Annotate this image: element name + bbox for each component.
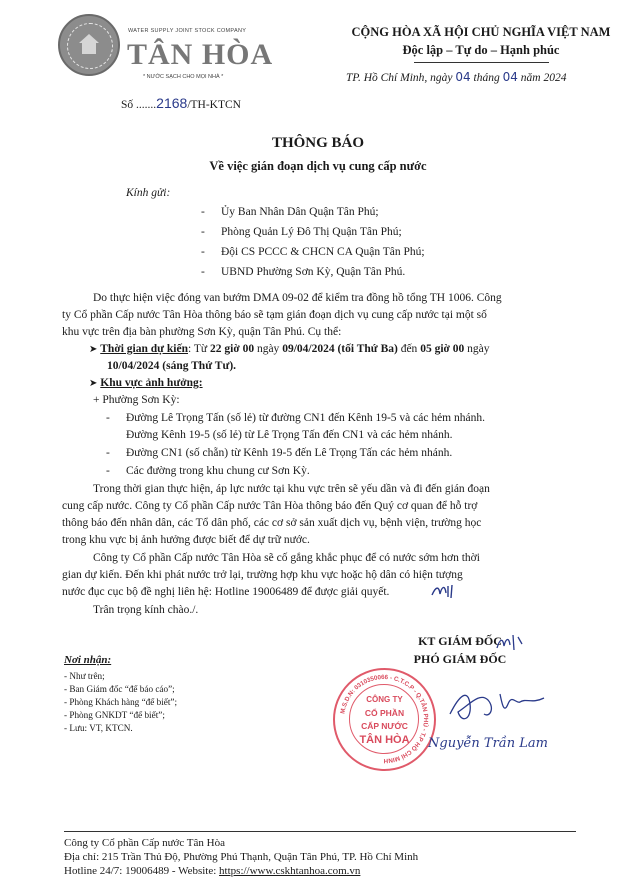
document-title: THÔNG BÁO xyxy=(271,135,365,151)
paragraph-line: cung cấp nước. Công ty Cổ phần Cấp nước Tân Hòa thông báo đến Quý cơ quan để hỗ trợ xyxy=(62,500,478,512)
company-seal-stamp: M.S.D.N: 0310350066 - C.T.C.P - Q.TÂN PHÚ - T.P HỒ CHÍ MINH CÔNG TY CỔ PHẦN CẤP NƯỚC TÂN HÒA xyxy=(333,668,436,771)
footer-address: Địa chỉ: 215 Trần Thủ Độ, Phường Phú Thạnh, Quận Tân Phú, TP. Hồ Chí Minh xyxy=(64,851,419,863)
recipient-item: - Phòng Quản Lý Đô Thị Quận Tân Phú; xyxy=(201,226,402,238)
recipient-item: - UBND Phường Sơn Kỳ, Quận Tân Phú. xyxy=(201,266,406,278)
area-heading: ➤ Khu vực ảnh hưởng: xyxy=(89,377,203,389)
svg-text:M.S.D.N: 0310350066 - C.T.C.P: M.S.D.N: 0310350066 - C.T.C.P - Q.TÂN PHÚ - T.P HỒ CHÍ MINH xyxy=(339,673,430,765)
recipients-box-title: Nơi nhận: xyxy=(64,654,112,666)
handwritten-signature xyxy=(440,674,560,739)
motto-underline xyxy=(414,62,549,63)
street-item: - Đường CN1 (số chẵn) từ Kênh 19-5 đến Lê Trọng Tấn các hẻm nhánh. xyxy=(106,447,453,459)
document-date: TP. Hồ Chí Minh, ngày 04 tháng 04 năm 2024 xyxy=(346,70,567,84)
paragraph-line: Trong thời gian thực hiện, áp lực nước tại khu vực trên sẽ yếu dần và đi đến gián đoạn xyxy=(93,483,490,495)
paragraph-line: nước đục cục bộ đề nghị liên hệ: Hotline 19006489 để được giải quyết. xyxy=(62,586,390,598)
street-item: - Các đường trong khu chung cư Sơn Kỳ. xyxy=(106,465,310,477)
signature-title-2: PHÓ GIÁM ĐỐC xyxy=(413,652,507,666)
footer-divider xyxy=(64,831,576,832)
document-subtitle: Về việc gián đoạn dịch vụ cung cấp nước xyxy=(209,159,427,173)
website-link[interactable]: https://www.cskhtanhoa.com.vn xyxy=(219,865,361,877)
paragraph-line: Công ty Cổ phần Cấp nước Tân Hòa sẽ cố gắng khắc phục để có nước sớm hơn thời xyxy=(93,552,480,564)
document-number: Số .......2168/TH-KTCN xyxy=(121,95,241,111)
national-motto: Độc lập – Tự do – Hạnh phúc xyxy=(402,43,560,57)
recipients-box-item: - Phòng Khách hàng “để biết”; xyxy=(64,697,178,707)
recipient-item: - Ủy Ban Nhân Dân Quận Tân Phú; xyxy=(201,206,379,218)
footer-contact: Hotline 24/7: 19006489 - Website: https://www.cskhtanhoa.com.vn xyxy=(64,865,361,877)
initial-mark xyxy=(430,582,458,605)
recipient-item: - Đội CS PCCC & CHCN CA Quận Tân Phú; xyxy=(201,246,425,258)
paragraph-line: thông báo đến nhân dân, các Tổ dân phố, các cơ sở sản xuất dịch vụ, bệnh viện, trường học xyxy=(62,517,482,529)
signature-title-1: KT GIÁM ĐỐC xyxy=(418,634,502,648)
logo-slogan: * NƯỚC SẠCH CHO MỌI NHÀ * xyxy=(143,74,224,80)
logo-company-name: TÂN HÒA xyxy=(127,38,274,71)
recipients-box-item: - Ban Giám đốc “để báo cáo”; xyxy=(64,684,175,694)
greeting: Kính gửi: xyxy=(126,187,171,199)
national-name: CỘNG HÒA XÃ HỘI CHỦ NGHĨA VIỆT NAM xyxy=(351,25,611,39)
intro-line: ty Cổ phần Cấp nước Tân Hòa thông báo sẽ tạm gián đoạn dịch vụ cung cấp nước tại một số xyxy=(62,309,487,321)
document-number-handwritten: 2168 xyxy=(156,95,188,111)
arrow-bullet-icon: ➤ xyxy=(89,344,98,355)
company-logo-emblem xyxy=(58,14,120,76)
ward-heading: + Phường Sơn Kỳ: xyxy=(93,394,180,406)
time-end-date: 10/04/2024 (sáng Thứ Tư). xyxy=(107,360,237,372)
time-line: ➤ Thời gian dự kiến: Từ 22 giờ 00 ngày 09/04/2024 (tối Thứ Ba) đến 05 giờ 00 ngày xyxy=(89,343,490,355)
street-item-continuation: Đường Kênh 19-5 (số lẻ) từ Lê Trọng Tấn đến CN1 và các hẻm nhánh. xyxy=(126,429,453,441)
signer-name: Nguyễn Trần Lam xyxy=(428,736,548,751)
arrow-bullet-icon: ➤ xyxy=(89,378,98,389)
intro-line: Do thực hiện việc đóng van bướm DMA 09-02 để kiểm tra đồng hồ tổng TH 1006. Công xyxy=(93,292,502,304)
footer-company: Công ty Cổ phần Cấp nước Tân Hòa xyxy=(64,837,225,849)
street-item: - Đường Lê Trọng Tấn (số lẻ) từ đường CN1 đến Kênh 19-5 và các hẻm nhánh. xyxy=(106,412,485,424)
recipients-box-item: - Phòng GNKDT “để biết”; xyxy=(64,710,165,720)
recipients-box-item: - Như trên; xyxy=(64,671,105,681)
initial-mark xyxy=(495,632,525,659)
intro-line: khu vực trên địa bàn phường Sơn Kỳ, quận Tân Phú. Cụ thể: xyxy=(62,326,342,338)
paragraph-line: gian dự kiến. Đến khi phát nước trở lại, trường hợp khu vực hoặc hộ dân có hiện tượng xyxy=(62,569,463,581)
closing-line: Trân trọng kính chào./. xyxy=(93,604,199,616)
recipients-box-item: - Lưu: VT, KTCN. xyxy=(64,723,133,733)
paragraph-line: trong khu vực bị ảnh hưởng được biết để dự trữ nước. xyxy=(62,534,310,546)
logo-top-text: WATER SUPPLY JOINT STOCK COMPANY xyxy=(128,28,247,34)
